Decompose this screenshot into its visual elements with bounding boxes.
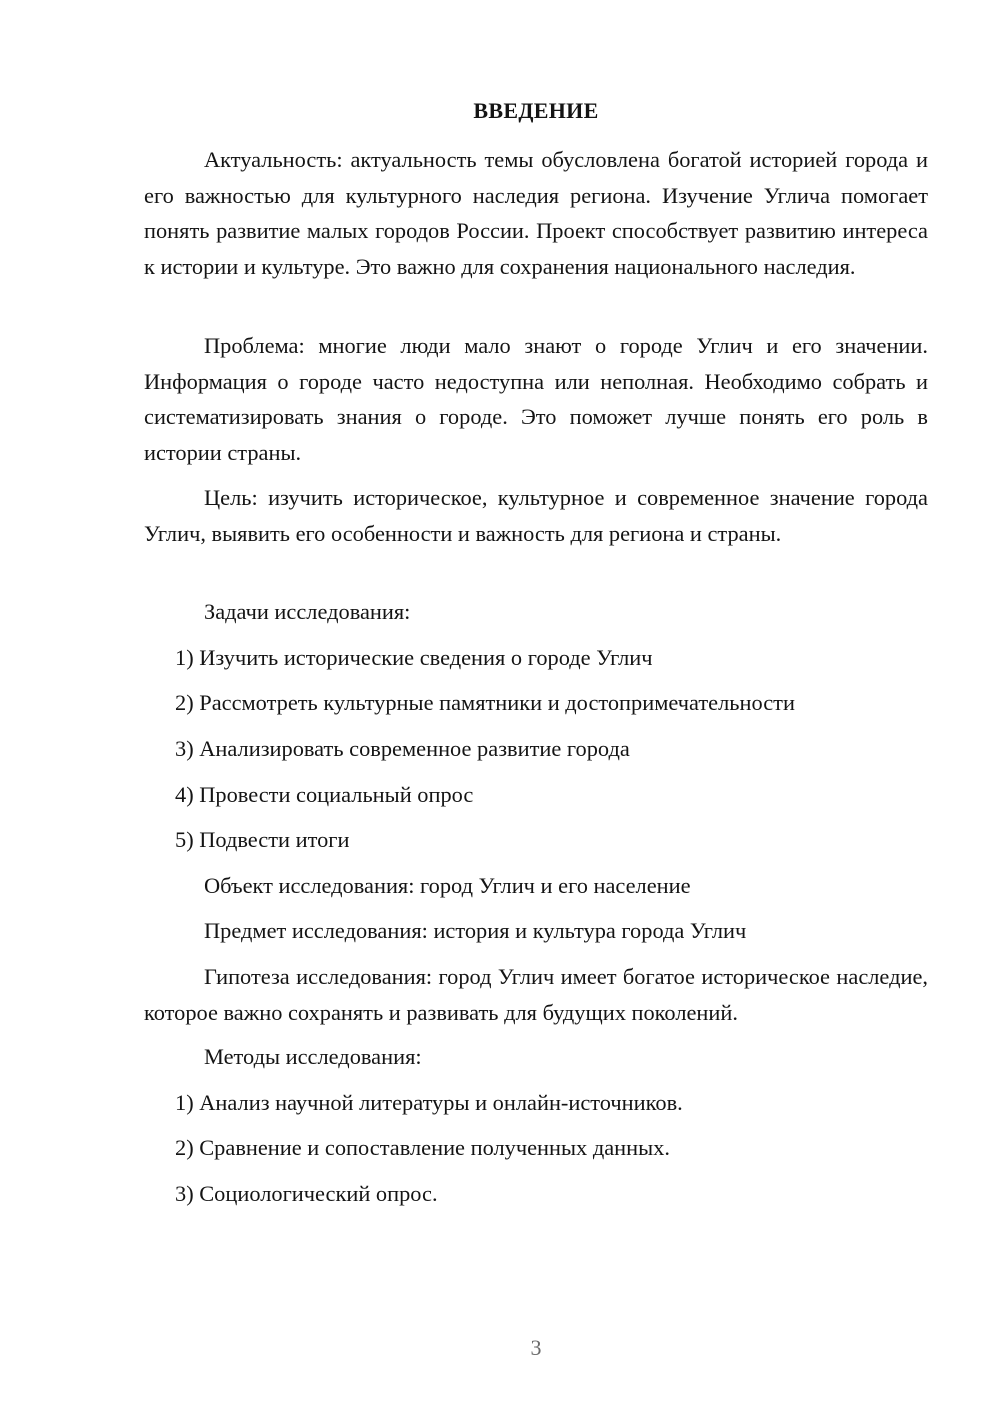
hypothesis-paragraph: Гипотеза исследования: город Углич имеет богатое историческое наследие, которое важно сохранять и развивать для будущих поколений.: [144, 964, 928, 1025]
tasks-heading: Задачи исследования:: [204, 599, 411, 624]
methods-heading: Методы исследования:: [204, 1044, 422, 1069]
page-title: ВВЕДЕНИЕ: [473, 98, 599, 123]
research-object: Объект исследования: город Углич и его население: [204, 873, 691, 898]
method-item: 3) Социологический опрос.: [175, 1181, 438, 1206]
task-item: 4) Провести социальный опрос: [175, 782, 474, 807]
method-item: 1) Анализ научной литературы и онлайн-источников.: [175, 1090, 683, 1115]
task-item: 1) Изучить исторические сведения о городе Углич: [175, 645, 653, 670]
page-number: 3: [530, 1335, 542, 1360]
task-item: 5) Подвести итоги: [175, 827, 350, 852]
research-subject: Предмет исследования: история и культура города Углич: [204, 918, 747, 943]
task-item: 2) Рассмотреть культурные памятники и достопримечательности: [175, 690, 795, 715]
task-item: 3) Анализировать современное развитие города: [175, 736, 630, 761]
method-item: 2) Сравнение и сопоставление полученных данных.: [175, 1135, 670, 1160]
problem-paragraph: Проблема: многие люди мало знают о городе Углич и его значении. Информация о городе часто недоступна или неполная. Необходимо собрать и систематизировать знания о городе. Это поможет лучше понять его роль в истории страны.: [144, 333, 928, 465]
relevance-paragraph: Актуальность: актуальность темы обусловлена богатой историей города и его важностью для культурного наследия региона. Изучение Углича помогает понять развитие малых городов России. Проект способствует развитию интереса к истории и культуре. Это важно для сохранения национального наследия.: [144, 147, 928, 279]
goal-paragraph: Цель: изучить историческое, культурное и современное значение города Углич, выявить его особенности и важность для региона и страны.: [144, 485, 928, 546]
